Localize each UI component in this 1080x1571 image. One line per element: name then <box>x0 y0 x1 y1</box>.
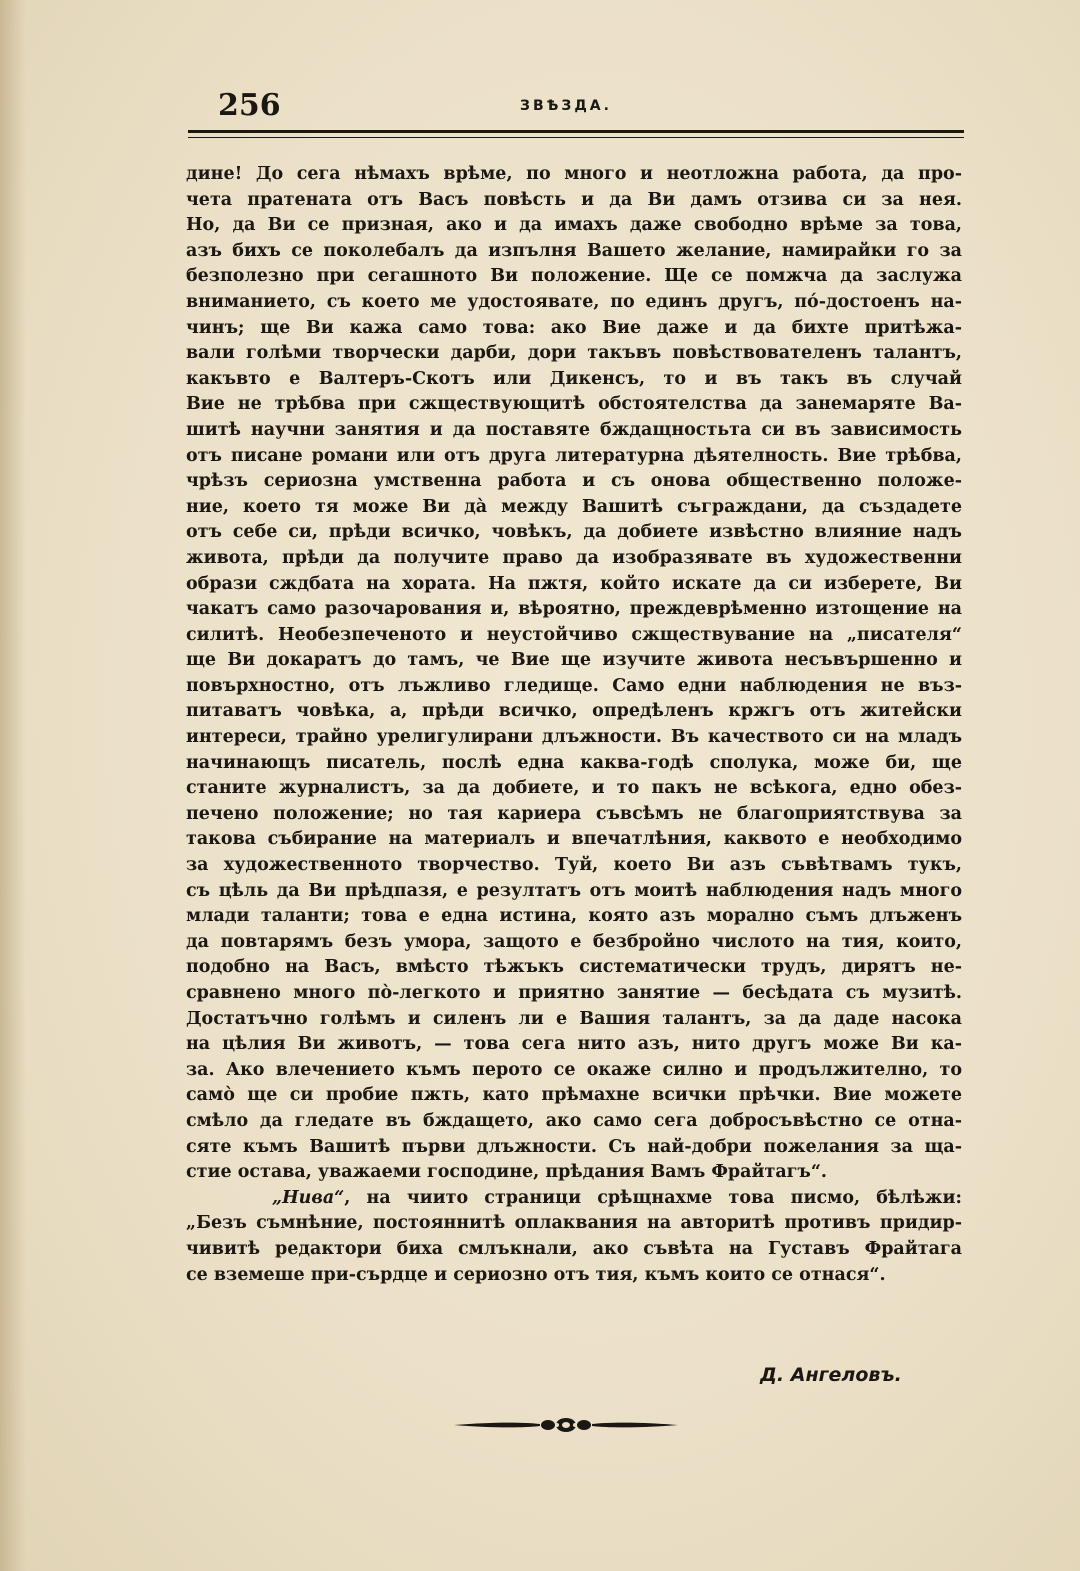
text-line: Но, да Ви се призная, ако и да имахъ даже свободно врѣме за това, <box>186 215 962 236</box>
text-line: отъ писане романи или отъ друга литературна дѣятелность. Вие трѣбва, <box>186 445 962 466</box>
text-line: чрѣзъ сериозна умственна работа и съ онова общественно положе- <box>186 471 962 492</box>
text-line: чивитѣ редактори биха смлъкнали, ако съвѣта на Густавъ Фрайтага <box>186 1238 962 1259</box>
text-line: станите журналистъ, за да добиете, и то пакъ не всѣкога, едно обез- <box>186 778 962 799</box>
text-line: вали голѣми творчески дарби, дори такъвъ повѣствователенъ талантъ, <box>186 343 962 364</box>
journal-name: „Нива“ <box>272 1187 345 1208</box>
text-line: съ цѣль да Ви прѣдпазя, е резултатъ отъ моитѣ наблюдения надъ много <box>186 880 962 901</box>
text-line: вниманието, съ което ме удостоявате, по единъ другъ, пó-достоенъ на- <box>186 291 962 312</box>
text-line: чинъ; ще Ви кажа само това: ако Вие даже и да бихте притѣжа- <box>186 317 962 338</box>
text-line: интереси, трайно урелигулирани длъжности. Въ качеството си на младъ <box>186 727 962 748</box>
text-line: сяте къмъ Вашитѣ първи длъжности. Съ най-добри пожелания за ща- <box>186 1136 962 1157</box>
text-line: стие остава, уважаеми господине, прѣдания Вамъ Фрайтагъ“. <box>186 1162 827 1183</box>
body-text <box>186 162 962 1288</box>
text-line: да повтарямъ безъ умора, защото е безбройно числото на тия, които, <box>186 931 962 952</box>
text-line: образи сждбата на хората. На пжтя, който искате да си изберете, Ви <box>186 573 962 594</box>
text-line: ние, което тя може Ви дà между Вашитѣ съграждани, да създадете <box>186 496 962 517</box>
text-line: млади таланти; това е една истина, която азъ морално съмъ длъженъ <box>186 906 962 927</box>
text-line: отъ себе си, прѣди всичко, човѣкъ, да добиете извѣстно влияние надъ <box>186 522 962 543</box>
text-line: сравнено много пò-легкото и приятно занятие — бесѣдата съ музитѣ. <box>186 983 962 1003</box>
text-line: се вземеше при-сърдце и сериозно отъ тия, къмъ които се отнася“. <box>186 1264 886 1285</box>
text-line: безполезно при сегашното Ви положение. Ще се помжча да заслужа <box>186 266 962 287</box>
running-title: ЗВѢЗДА. <box>520 98 612 114</box>
text-line: какъвто е Валтеръ-Скотъ или Дикенсъ, то и въ такъ въ случай <box>186 368 962 389</box>
end-ornament <box>452 1414 680 1436</box>
text-line: шитѣ научни занятия и да поставяте бждащностьта си въ зависимость <box>186 419 962 440</box>
header-rule-thin <box>188 137 964 138</box>
text-line: на цѣлия Ви животъ, — това сега нито азъ, нито другъ може Ви ка- <box>186 1034 962 1055</box>
text-line: питаватъ човѣка, а, прѣди всичко, опредѣленъ кржгъ отъ житейски <box>186 701 962 722</box>
text-line: дине! До сега нѣмахъ врѣме, по много и неотложна работа, да про- <box>186 164 962 184</box>
text-line: Достатъчно голѣмъ и силенъ ли е Вашия талантъ, за да даде насока <box>186 1008 962 1029</box>
header-rule-thick <box>188 130 964 133</box>
text-line: чета пратената отъ Васъ повѣсть и да Ви дамъ отзива си за нея. <box>186 189 962 210</box>
page-header <box>188 86 964 126</box>
text-line: азъ бихъ се поколебалъ да изпълня Вашето желание, намирайки го за <box>186 240 962 261</box>
text-line: Вие не трѣбва при сжществующитѣ обстоятелства да занемаряте Ва- <box>186 394 962 415</box>
text-line: повърхностно, отъ лъжливо гледище. Само едни наблюдения не въз- <box>186 675 962 696</box>
page-number: 256 <box>218 88 281 123</box>
text-line: такова събирание на материалъ и впечатлѣния, каквото е необходимо <box>186 829 962 850</box>
closing-first-line-text: , на чиито страници срѣщнахме това писмо, бѣлѣжи: <box>344 1187 962 1208</box>
text-line: чакатъ само разочарования и, вѣроятно, преждеврѣменно изтощение на <box>186 599 962 620</box>
text-line: „Безъ съмнѣние, постояннитѣ оплаквания на авторитѣ противъ придир- <box>186 1213 962 1234</box>
closing-first-line <box>186 1186 962 1212</box>
binding-shadow <box>0 0 26 1571</box>
text-line: ще Ви докаратъ до тамъ, че Вие ще изучите живота несъвършенно и <box>186 650 962 671</box>
text-line: за художественното творчество. Туй, което Ви азъ съвѣтвамъ тукъ, <box>186 855 962 876</box>
text-line: живота, прѣди да получите право да изобразявате въ художественни <box>186 547 962 568</box>
text-line: начинающъ писатель, послѣ една каква-годѣ сполука, може би, ще <box>186 752 962 773</box>
text-line: подобно на Васъ, вмѣсто тѣжъкъ систематически трудъ, дирятъ не- <box>186 957 962 978</box>
text-line: за. Ако влечението къмъ перото се окаже силно и продължително, то <box>186 1059 962 1080</box>
text-line: силитѣ. Необезпеченото и неустойчиво сжществувание на „писателя“ <box>186 624 962 645</box>
text-line: смѣло да гледате въ бждащето, ако само сега добросъвѣстно се отна- <box>186 1110 962 1131</box>
text-line: печено положение; но тая кариера съвсѣмъ не благоприятствува за <box>186 803 962 824</box>
author-signature: Д. Ангеловъ. <box>760 1364 902 1386</box>
text-line: самò ще си пробие пжть, като прѣмахне всички прѣчки. Вие можете <box>186 1085 962 1106</box>
